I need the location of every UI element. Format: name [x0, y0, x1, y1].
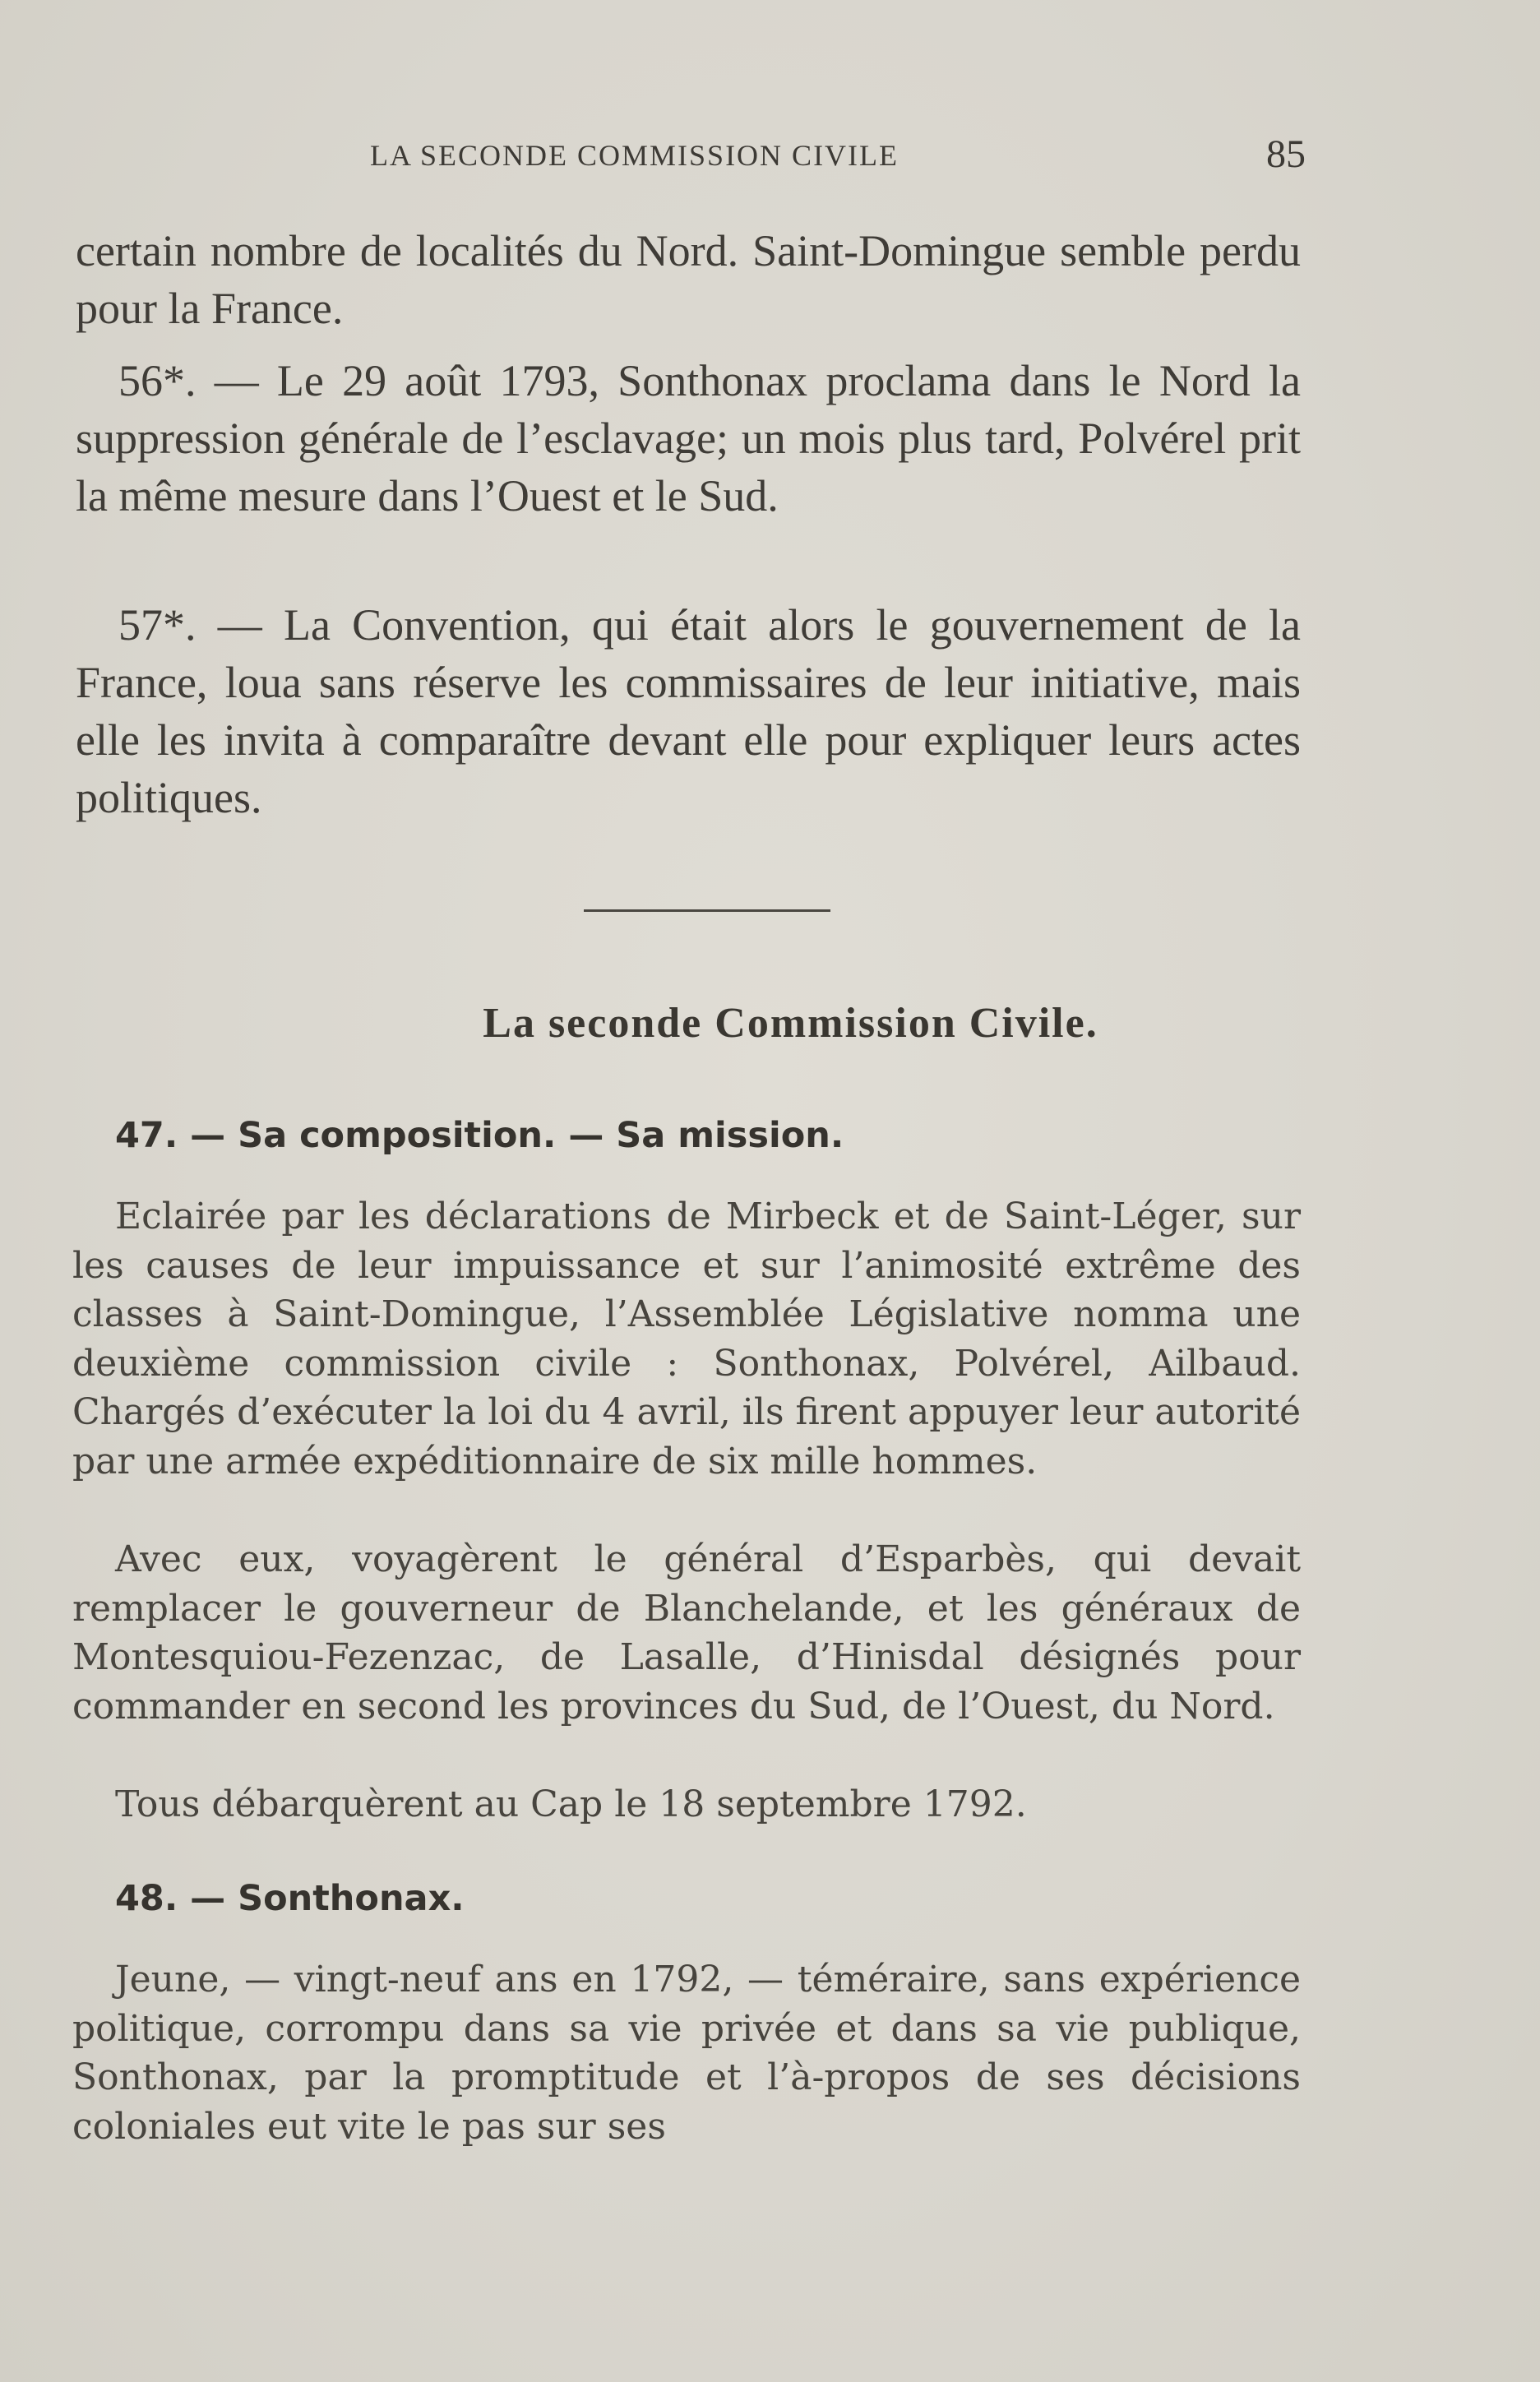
continuation-paragraph: certain nombre de localités du Nord. Saint-Domingue semble perdu pour la France.	[76, 226, 1301, 333]
paragraph-48-1: Jeune, — vingt-neuf ans en 1792, — téméraire, sans expérience politique, corrompu dans sa vie privée et dans sa vie publique, Sonthonax, par la promptitude et l’à-propos de ses décisions coloniales eut vite le pas sur ses	[72, 1959, 1301, 2148]
section-title: La seconde Commission Civile.	[483, 1000, 1098, 1047]
paragraph-57: 57*. — La Convention, qui était alors le gouvernement de la France, loua sans réserve les commissaires de leur initiative, mais elle les invita à comparaître devant elle pour expliquer leurs actes politiques.	[76, 600, 1301, 822]
running-head: LA SECONDE COMMISSION CIVILE	[370, 139, 899, 172]
paragraph-47-2: Avec eux, voyagèrent le général d’Esparbès, qui devait remplacer le gouverneur de Blanchelande, et les généraux de Montesquiou-Fezenzac, de Lasalle, d’Hinisdal désignés pour commander en second les provinces du Sud, de l’Ouest, du Nord.	[72, 1538, 1301, 1728]
heading-47: 47. — Sa composition. — Sa mission.	[115, 1115, 844, 1156]
paragraph-47-3: Tous débarquèrent au Cap le 18 septembre 1792.	[115, 1783, 1027, 1825]
section-divider	[584, 909, 830, 912]
page-number: 85	[1266, 132, 1306, 176]
paragraph-56: 56*. — Le 29 août 1793, Sonthonax proclama dans le Nord la suppression générale de l’esclavage; un mois plus tard, Polvérel prit la même mesure dans l’Ouest et le Sud.	[76, 356, 1301, 520]
heading-48: 48. — Sonthonax.	[115, 1878, 465, 1919]
paragraph-47-1: Eclairée par les déclarations de Mirbeck et de Saint-Léger, sur les causes de leur impuissance et sur l’animosité extrême des classes à Saint-Domingue, l’Assemblée Législative nomma une deuxième commission civile : Sonthonax, Polvérel, Ailbaud. Chargés d’exécuter la loi du 4 avril, ils firent appuyer leur autorité par une armée expéditionnaire de six mille hommes.	[72, 1196, 1301, 1482]
